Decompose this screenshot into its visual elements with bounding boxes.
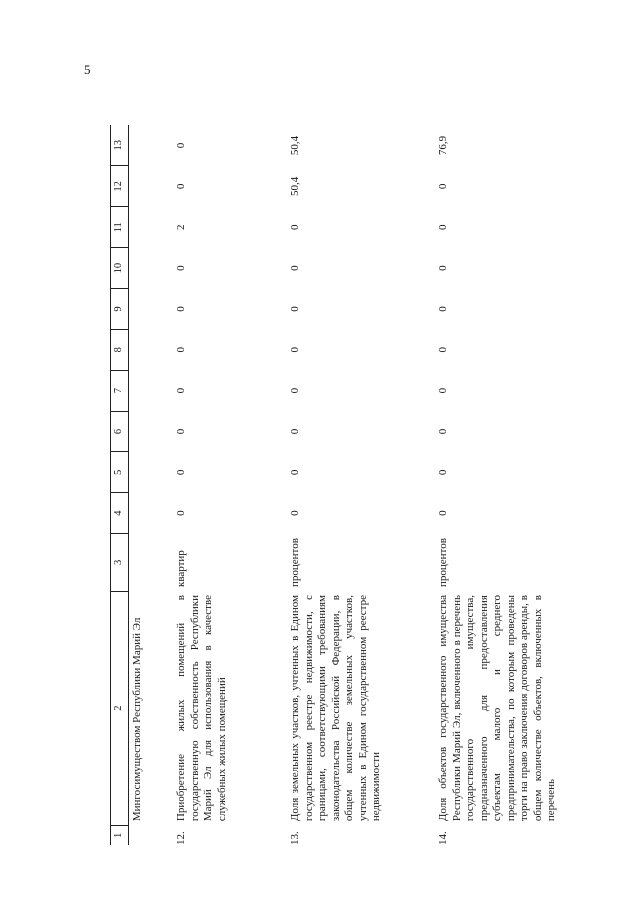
column-number: 6 [111,411,129,452]
value-cell [129,207,166,248]
value-cell: 0 [175,469,187,476]
table-row [129,125,166,845]
value-cell [129,452,166,493]
column-number: 9 [111,289,129,330]
value-cell: 0 [175,387,187,394]
value-cell: 0 [289,265,301,271]
value-cell [129,493,166,534]
column-number: 8 [111,329,129,370]
unit-cell [129,534,166,591]
rotated-table-container [110,125,630,845]
value-cell: 0 [289,306,301,312]
value-cell: 0 [175,306,187,312]
row-number [129,825,166,845]
indicator-text: Приобретение жилых помещений в государственную собственность Республики Марий Эл для использования в качестве служебных жилых помещений [175,595,228,822]
column-numbers-row [111,125,129,845]
column-number: 13 [111,125,129,166]
indicator-text: Доля земельных участков, учтенных в Едином государственном реестре недвижимости, с границами, соответствующими требованиям законодательства Российской Федерации, в общем количестве земельных участков, учтенных в Едином государственном реестре недвижимости [289,595,382,822]
value-cell: 0 [175,510,187,516]
indicators-table [110,125,589,845]
value-cell [129,166,166,207]
value-cell: 50,4 [289,135,301,156]
value-cell [129,329,166,370]
column-number: 7 [111,370,129,411]
page-number: 5 [84,62,91,77]
value-cell: 76,9 [437,135,449,156]
value-cell: 2 [175,224,187,231]
row-number: 13. [289,831,301,845]
value-cell: 0 [175,428,187,435]
value-cell: 0 [437,510,449,516]
column-number: 3 [111,534,129,591]
row-number: 14. [437,831,449,845]
value-cell: 0 [437,183,449,190]
table-row [429,125,589,845]
value-cell: 0 [289,387,301,394]
value-cell: 0 [437,306,449,312]
row-number: 12. [175,831,187,845]
indicator-text: Доля объектов государственного имущества Республики Марий Эл, включенного в перечень государственного имущества, предназначенного для предоставления субъектам малого и среднего предпринимательства, по которым проведены торги на право заключения договоров аренды, в общем количестве объектов, включенных в перечень [437,595,557,822]
value-cell [129,289,166,330]
value-cell: 0 [289,428,301,435]
value-cell: 0 [175,142,187,149]
value-cell: 0 [289,510,301,516]
value-cell [129,248,166,289]
value-cell: 0 [437,428,449,435]
column-number: 10 [111,248,129,289]
column-number: 4 [111,493,129,534]
table-row [281,125,429,845]
value-cell: 0 [437,347,449,353]
unit-cell: процентов [289,538,301,588]
value-cell: 0 [437,265,449,271]
value-cell: 0 [175,265,187,271]
value-cell: 0 [175,183,187,190]
value-cell [129,370,166,411]
value-cell: 0 [175,347,187,353]
column-number: 2 [111,591,129,825]
indicator-text: Мингосимуществом Республики Марий Эл [131,617,143,822]
value-cell: 0 [437,469,449,476]
unit-cell: процентов [437,538,449,588]
value-cell: 0 [289,347,301,353]
value-cell: 0 [437,387,449,394]
value-cell [129,125,166,166]
value-cell: 0 [289,224,301,231]
column-number: 5 [111,452,129,493]
column-number: 11 [111,207,129,248]
value-cell [129,411,166,452]
value-cell: 0 [437,224,449,231]
column-number: 1 [111,825,129,845]
value-cell: 50,4 [289,176,301,197]
column-number: 12 [111,166,129,207]
value-cell: 0 [289,469,301,476]
unit-cell: квартир [175,550,187,588]
table-row [165,125,281,845]
